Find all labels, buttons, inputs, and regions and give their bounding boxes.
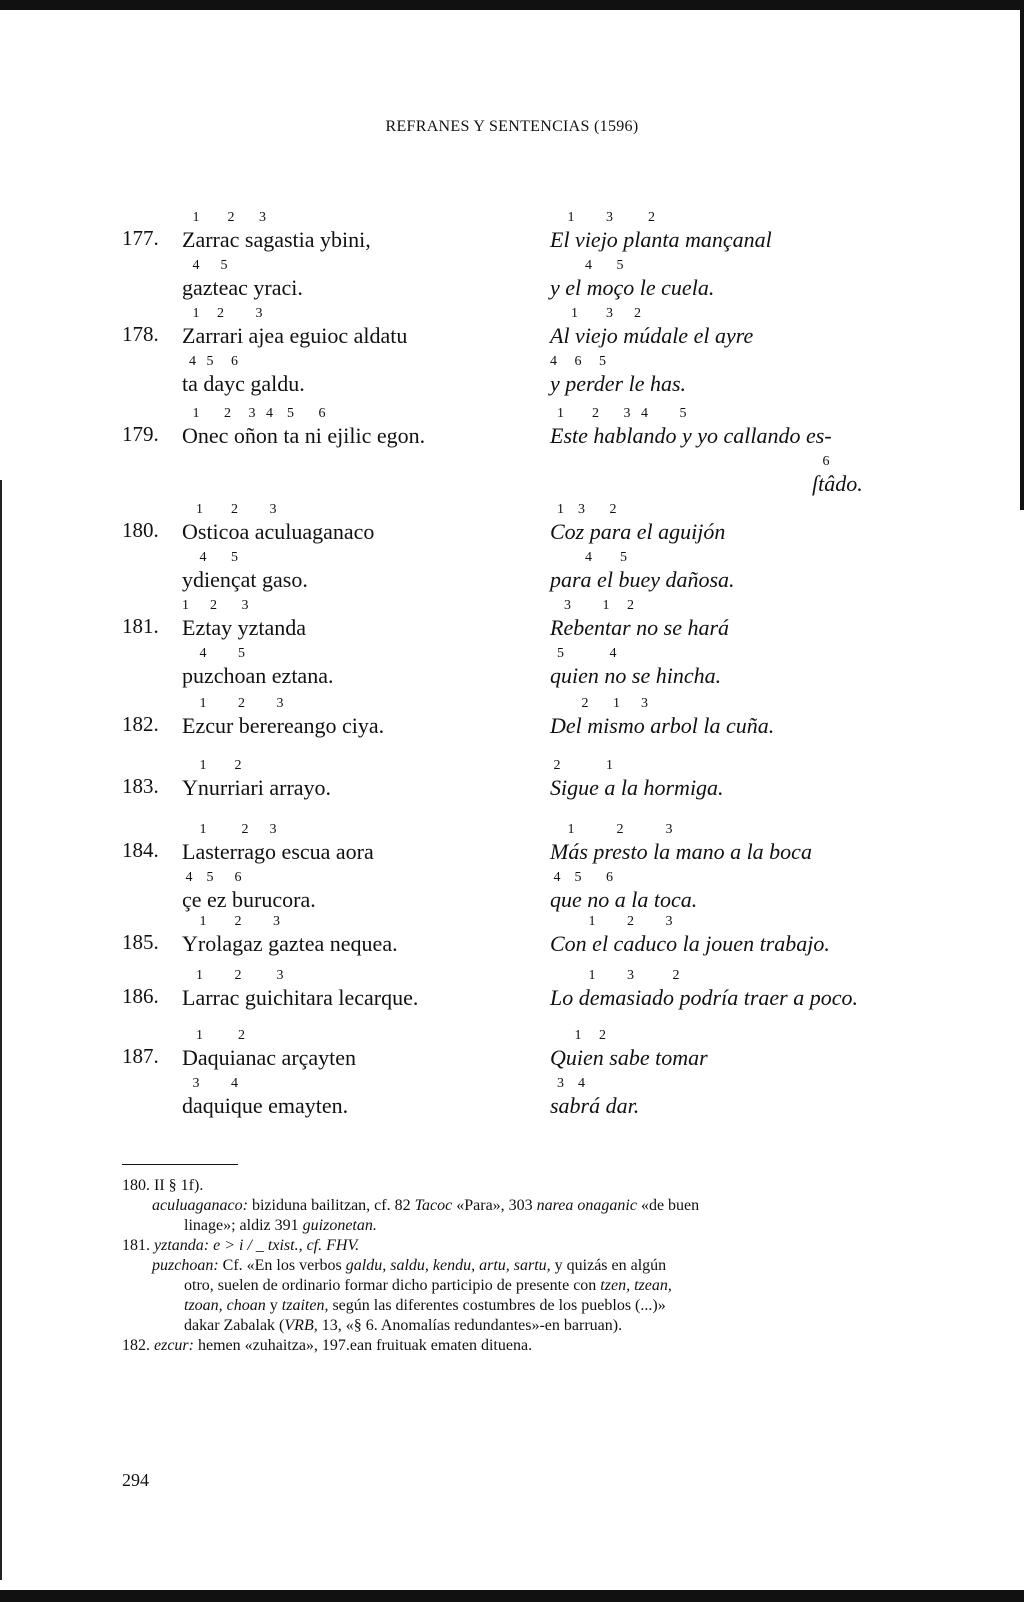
spanish-translation xyxy=(550,502,735,594)
footnote-180-cont: linage»; aldiz 391 guizonetan. xyxy=(184,1217,377,1234)
proverb-line xyxy=(550,646,729,690)
word-order-marks: 6 xyxy=(812,454,830,469)
proverb-line xyxy=(182,696,385,740)
word-order-marks: 1 2 3 xyxy=(182,968,284,983)
footnote-181-body: puzchoan: Cf. «En los verbos galdu, saldu, kendu, artu, sartu, y quizás en algún xyxy=(152,1257,667,1274)
proverb-text: Ezcur berereango ciya. xyxy=(182,713,385,738)
proverb-text: quien no se hincha. xyxy=(550,663,722,688)
spanish-translation xyxy=(550,968,858,1012)
proverb-number: 182. xyxy=(122,712,159,736)
word-order-marks: 1 2 3 xyxy=(182,598,249,613)
proverb-text: daquique emayten. xyxy=(182,1093,349,1118)
footnote-rule xyxy=(122,1164,238,1165)
footnotes xyxy=(122,1176,892,1356)
footnote-181-cont-3: dakar Zabalak (VRB, 13, «§ 6. Anomalías redundantes»-en barruan). xyxy=(184,1317,623,1334)
proverb-line xyxy=(550,598,730,642)
proverb-number: 183. xyxy=(122,774,159,798)
word-order-marks: 4 6 5 xyxy=(550,354,606,369)
proverb-text: Daquianac arçayten xyxy=(182,1045,357,1070)
proverb-line xyxy=(182,406,426,450)
spanish-translation xyxy=(550,1028,708,1120)
spanish-translation xyxy=(550,696,775,740)
word-order-marks: 3 4 xyxy=(550,1076,585,1091)
word-order-marks: 1 3 2 xyxy=(550,502,617,517)
proverb-line xyxy=(182,502,375,546)
proverb-text: Coz para el aguijón xyxy=(550,519,726,544)
proverb-text: Sigue a la hormiga. xyxy=(550,775,724,800)
proverb-line xyxy=(550,306,754,350)
proverb-text: Eztay yztanda xyxy=(182,615,306,640)
proverb-line xyxy=(550,822,812,866)
basque-proverb xyxy=(182,210,371,302)
basque-proverb xyxy=(182,1028,357,1120)
proverb-text: Ynurriari arrayo. xyxy=(182,775,332,800)
word-order-marks: 1 2 3 xyxy=(182,914,280,929)
proverb-text: ta dayc galdu. xyxy=(182,371,305,396)
proverb-text: gazteac yraci. xyxy=(182,275,303,300)
scan-border-bottom xyxy=(0,1590,1024,1602)
spanish-translation xyxy=(550,598,730,690)
proverb-text: puzchoan eztana. xyxy=(182,663,334,688)
proverb-text: El viejo planta mançanal xyxy=(550,227,772,252)
proverb-text: çe ez burucora. xyxy=(182,887,316,912)
basque-proverb xyxy=(182,598,334,690)
footnote-181-cont-1: otro, suelen de ordinario formar dicho participio de presente con tzen, tzean, xyxy=(184,1277,672,1294)
proverb-line xyxy=(550,502,735,546)
proverb-text: Del mismo arbol la cuña. xyxy=(550,713,775,738)
basque-proverb xyxy=(182,406,426,450)
scan-border-top xyxy=(0,0,1024,10)
proverb-line xyxy=(550,210,772,254)
proverb-text: y perder le has. xyxy=(550,371,687,396)
word-order-marks: 3 4 xyxy=(182,1076,238,1091)
proverb-line xyxy=(550,354,753,398)
word-order-marks: 1 2 xyxy=(182,1028,245,1043)
word-order-marks: 1 2 3 4 5 6 xyxy=(182,406,326,421)
proverb-line xyxy=(812,454,863,498)
proverb-text: Onec oñon ta ni ejilic egon. xyxy=(182,423,426,448)
proverb-line xyxy=(550,696,775,740)
proverb-text: Al viejo múdale el ayre xyxy=(550,323,754,348)
word-order-marks: 4 5 xyxy=(550,550,627,565)
word-order-marks: 1 2 3 xyxy=(182,822,277,837)
proverb-line xyxy=(182,306,408,350)
proverb-text: y el moço le cuela. xyxy=(550,275,715,300)
proverb-text: Yrolagaz gaztea nequea. xyxy=(182,931,398,956)
basque-proverb xyxy=(182,758,332,802)
proverb-text: Zarrari ajea eguioc aldatu xyxy=(182,323,408,348)
word-order-marks: 1 3 2 xyxy=(550,306,641,321)
proverb-text: Rebentar no se hará xyxy=(550,615,730,640)
scan-border-left xyxy=(0,480,2,1580)
page-number: 294 xyxy=(122,1470,149,1490)
proverb-text: Osticoa aculuaganaco xyxy=(182,519,375,544)
proverb-line xyxy=(182,210,371,254)
spanish-translation xyxy=(550,210,772,302)
word-order-marks: 3 1 2 xyxy=(550,598,634,613)
word-order-marks: 2 1 3 xyxy=(550,696,648,711)
basque-proverb xyxy=(182,502,375,594)
word-order-marks: 1 2 3 xyxy=(182,306,263,321)
word-order-marks: 1 2 xyxy=(550,1028,606,1043)
proverb-line xyxy=(182,646,334,690)
proverb-line xyxy=(182,354,407,398)
proverb-text: ſtâdo. xyxy=(812,471,863,496)
word-order-marks: 1 3 2 xyxy=(550,210,655,225)
word-order-marks: 1 2 3 xyxy=(550,822,673,837)
proverb-number: 178. xyxy=(122,322,159,346)
word-order-marks: 4 5 6 xyxy=(550,870,613,885)
proverb-line xyxy=(550,406,863,450)
proverb-text: Con el caduco la jouen trabajo. xyxy=(550,931,830,956)
proverb-text: para el buey dañosa. xyxy=(550,567,735,592)
proverb-text: Quien sabe tomar xyxy=(550,1045,708,1070)
proverb-line xyxy=(550,758,724,802)
proverb-text: Más presto la mano a la boca xyxy=(550,839,812,864)
scan-border-right xyxy=(1020,10,1024,510)
proverb-number: 185. xyxy=(122,930,159,954)
proverb-line xyxy=(550,1076,708,1120)
proverb-line xyxy=(182,758,332,802)
basque-proverb xyxy=(182,968,419,1012)
proverb-text: Lo demasiado podría traer a poco. xyxy=(550,985,858,1010)
proverb-line xyxy=(550,968,858,1012)
proverb-line xyxy=(182,822,374,866)
spanish-translation xyxy=(550,822,812,914)
spanish-translation xyxy=(550,306,754,398)
word-order-marks: 4 5 6 xyxy=(182,870,242,885)
spanish-translation xyxy=(550,406,863,498)
proverb-line xyxy=(550,1028,708,1072)
word-order-marks: 2 1 xyxy=(550,758,613,773)
word-order-marks: 1 2 3 4 5 xyxy=(550,406,687,421)
word-order-marks: 4 5 xyxy=(182,258,228,273)
word-order-marks: 4 5 xyxy=(182,646,245,661)
proverb-text: Este hablando y yo callando es- xyxy=(550,423,832,448)
proverb-line xyxy=(182,598,333,642)
proverb-text: Larrac guichitara lecarque. xyxy=(182,985,419,1010)
word-order-marks: 4 5 xyxy=(182,550,238,565)
footnote-180-head: 180. II § 1f). xyxy=(122,1177,204,1194)
footnote-181: 181. yztanda: e > i / _ txist., cf. FHV. xyxy=(122,1237,360,1254)
proverb-number: 186. xyxy=(122,984,159,1008)
proverb-line xyxy=(182,1028,357,1072)
footnote-180-body: aculuaganaco: biziduna bailitzan, cf. 82 Tacoc «Para», 303 narea onaganic «de buen xyxy=(152,1197,700,1214)
word-order-marks: 1 2 3 xyxy=(182,696,284,711)
word-order-marks: 5 4 xyxy=(550,646,617,661)
basque-proverb xyxy=(182,696,385,740)
word-order-marks: 1 2 xyxy=(182,758,242,773)
word-order-marks: 4 5 xyxy=(550,258,624,273)
basque-proverb xyxy=(182,914,398,958)
spanish-translation xyxy=(550,914,830,958)
footnote-181-cont-2: tzoan, choan y tzaiten, según las diferentes costumbres de los pueblos (...)» xyxy=(184,1297,666,1314)
proverb-text: ydiençat gaso. xyxy=(182,567,308,592)
proverb-line xyxy=(550,258,772,302)
proverb-text: que no a la toca. xyxy=(550,887,698,912)
proverb-line xyxy=(182,968,419,1012)
word-order-marks: 1 2 3 xyxy=(182,210,266,225)
proverb-line xyxy=(182,258,371,302)
proverb-line xyxy=(182,1076,356,1120)
proverb-number: 180. xyxy=(122,518,159,542)
proverb-number: 181. xyxy=(122,614,159,638)
proverb-number: 177. xyxy=(122,226,159,250)
proverb-line xyxy=(182,550,374,594)
proverb-line xyxy=(550,550,735,594)
word-order-marks: 1 2 3 xyxy=(182,502,277,517)
proverb-number: 179. xyxy=(122,422,159,446)
word-order-marks: 1 3 2 xyxy=(550,968,680,983)
proverb-text: Zarrac sagastia ybini, xyxy=(182,227,371,252)
basque-proverb xyxy=(182,306,408,398)
running-head: REFRANES Y SENTENCIAS (1596) xyxy=(385,118,639,135)
proverb-text: Lasterrago escua aora xyxy=(182,839,374,864)
proverb-number: 184. xyxy=(122,838,159,862)
proverb-number: 187. xyxy=(122,1044,159,1068)
footnote-182: 182. ezcur: hemen «zuhaitza», 197.ean fruituak ematen dituena. xyxy=(122,1337,533,1354)
spanish-translation xyxy=(550,758,724,802)
word-order-marks: 4 5 6 xyxy=(182,354,238,369)
proverb-line xyxy=(182,914,398,958)
proverb-text: sabrá dar. xyxy=(550,1093,640,1118)
proverb-line xyxy=(550,914,830,958)
basque-proverb xyxy=(182,822,374,914)
word-order-marks: 1 2 3 xyxy=(550,914,673,929)
